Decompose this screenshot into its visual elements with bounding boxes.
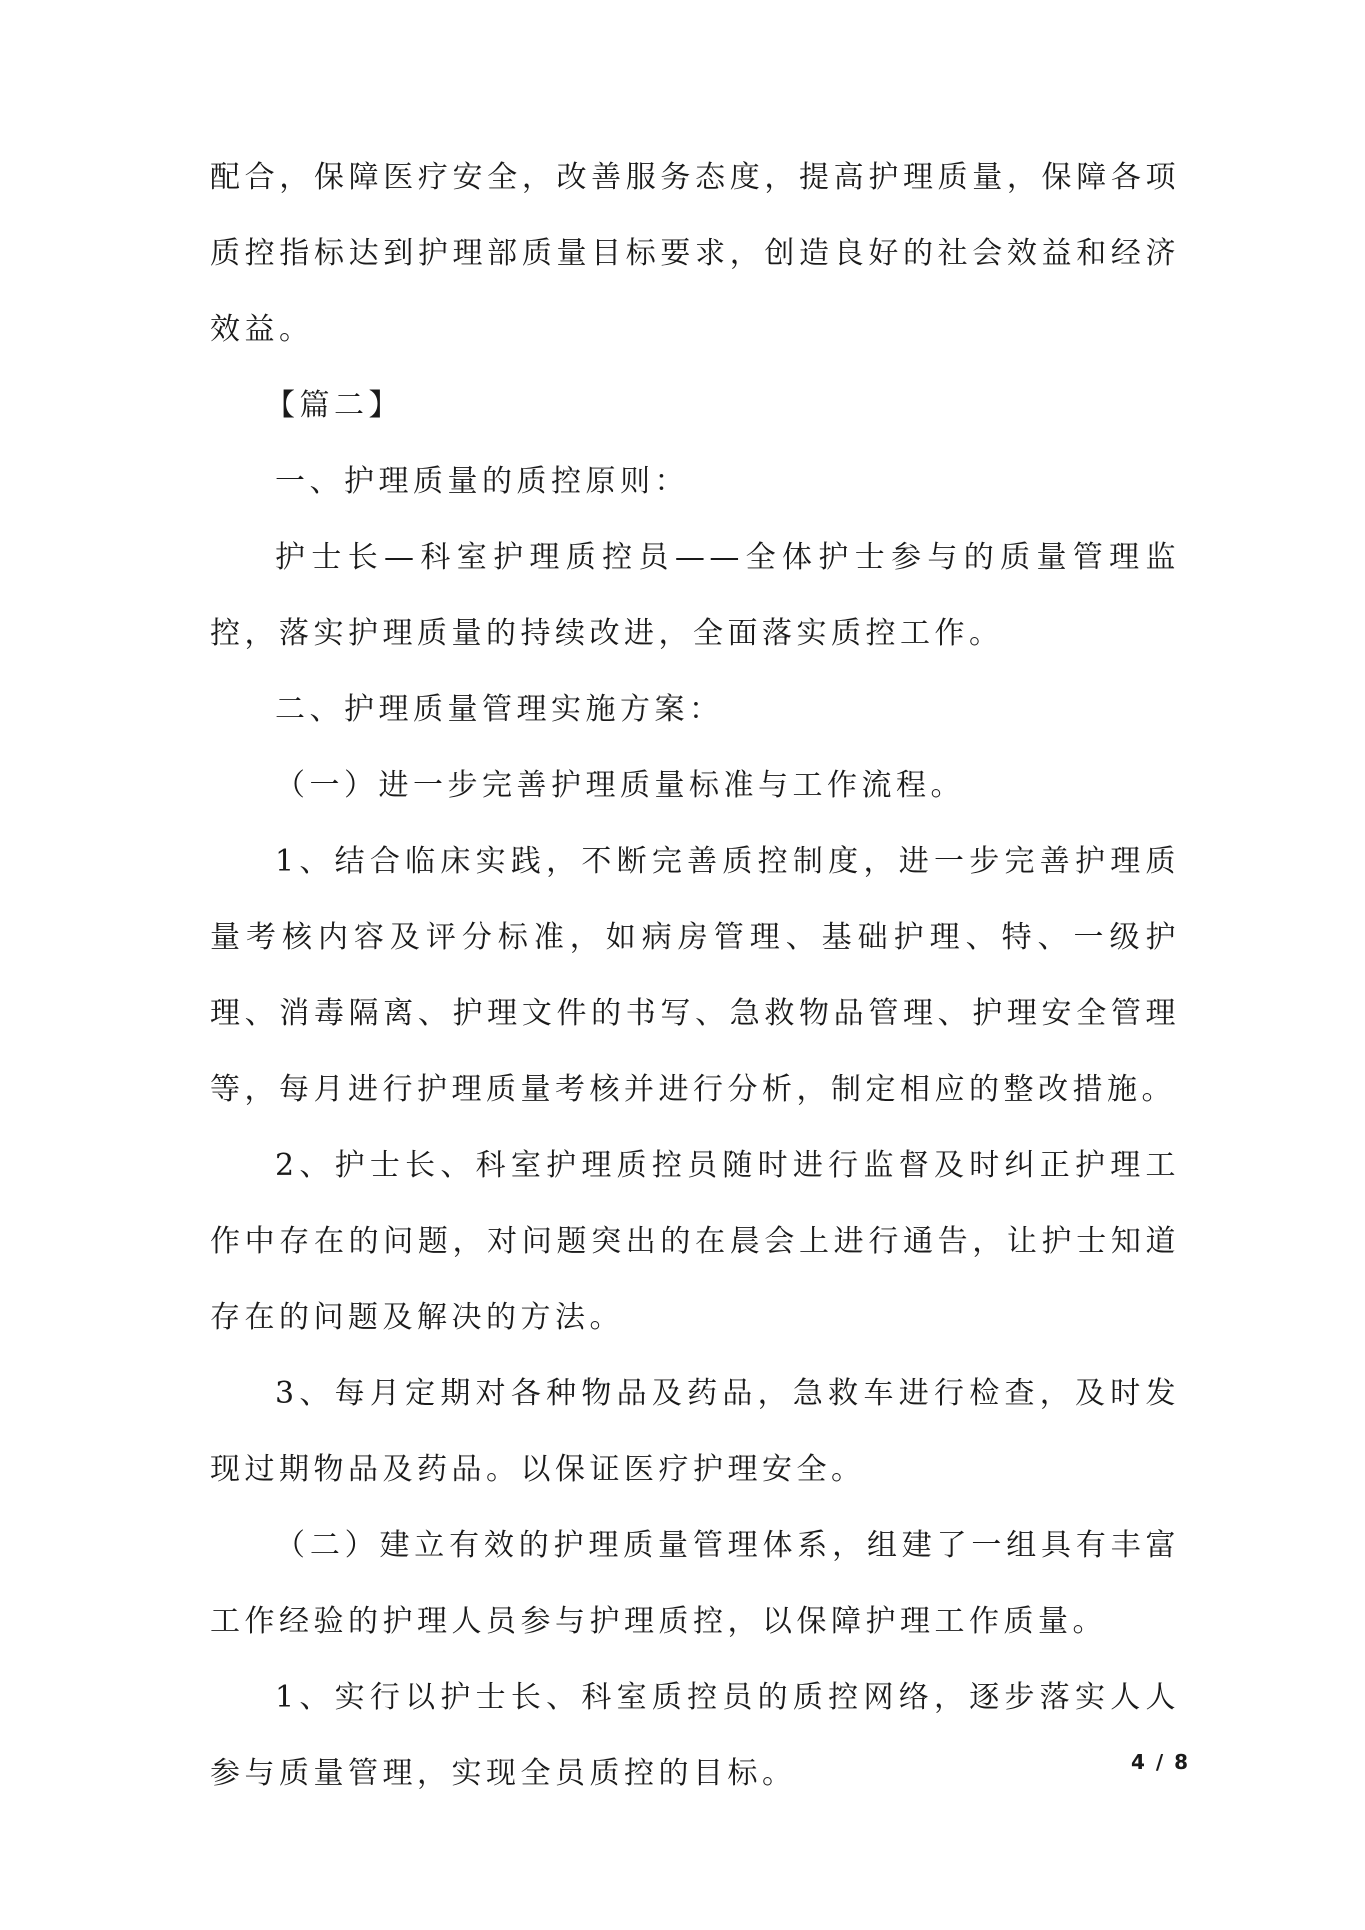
subheading-standards-workflow: （一）进一步完善护理质量标准与工作流程。 [275, 768, 965, 803]
paragraph-item-1-network: 1、实行以护士长、科室质控员的质控网络，逐步落实人人参与质量管理，实现全员质控的目标。 [210, 1680, 1180, 1791]
body-text [210, 140, 1180, 1812]
page-number: 4 / 8 [1130, 1750, 1190, 1774]
paragraph-item-3: 3、每月定期对各种物品及药品，急救车进行检查，及时发现过期物品及药品。以保证医疗护理安全。 [210, 1376, 1180, 1487]
paragraph-item-2: 2、护士长、科室护理质控员随时进行监督及时纠正护理工作中存在的问题，对问题突出的在晨会上进行通告，让护士知道存在的问题及解决的方法。 [210, 1148, 1180, 1335]
heading-qc-principles: 一、护理质量的质控原则： [275, 464, 689, 499]
subheading-management-system: （二）建立有效的护理质量管理体系，组建了一组具有丰富工作经验的护理人员参与护理质控，以保障护理工作质量。 [210, 1528, 1180, 1639]
paragraph-item-1: 1、结合临床实践，不断完善质控制度，进一步完善护理质量考核内容及评分标准，如病房管理、基础护理、特、一级护理、消毒隔离、护理文件的书写、急救物品管理、护理安全管理等，每月进行护理质量考核并进行分析，制定相应的整改措施。 [210, 844, 1180, 1107]
heading-implementation-plan: 二、护理质量管理实施方案： [275, 692, 724, 727]
paragraph-qc-hierarchy: 护士长—科室护理质控员——全体护士参与的质量管理监控，落实护理质量的持续改进，全面落实质控工作。 [210, 540, 1180, 651]
section-heading-part-two: 【篇二】 [265, 388, 403, 423]
paragraph-continuation: 配合，保障医疗安全，改善服务态度，提高护理质量，保障各项质控指标达到护理部质量目标要求，创造良好的社会效益和经济效益。 [210, 160, 1180, 347]
